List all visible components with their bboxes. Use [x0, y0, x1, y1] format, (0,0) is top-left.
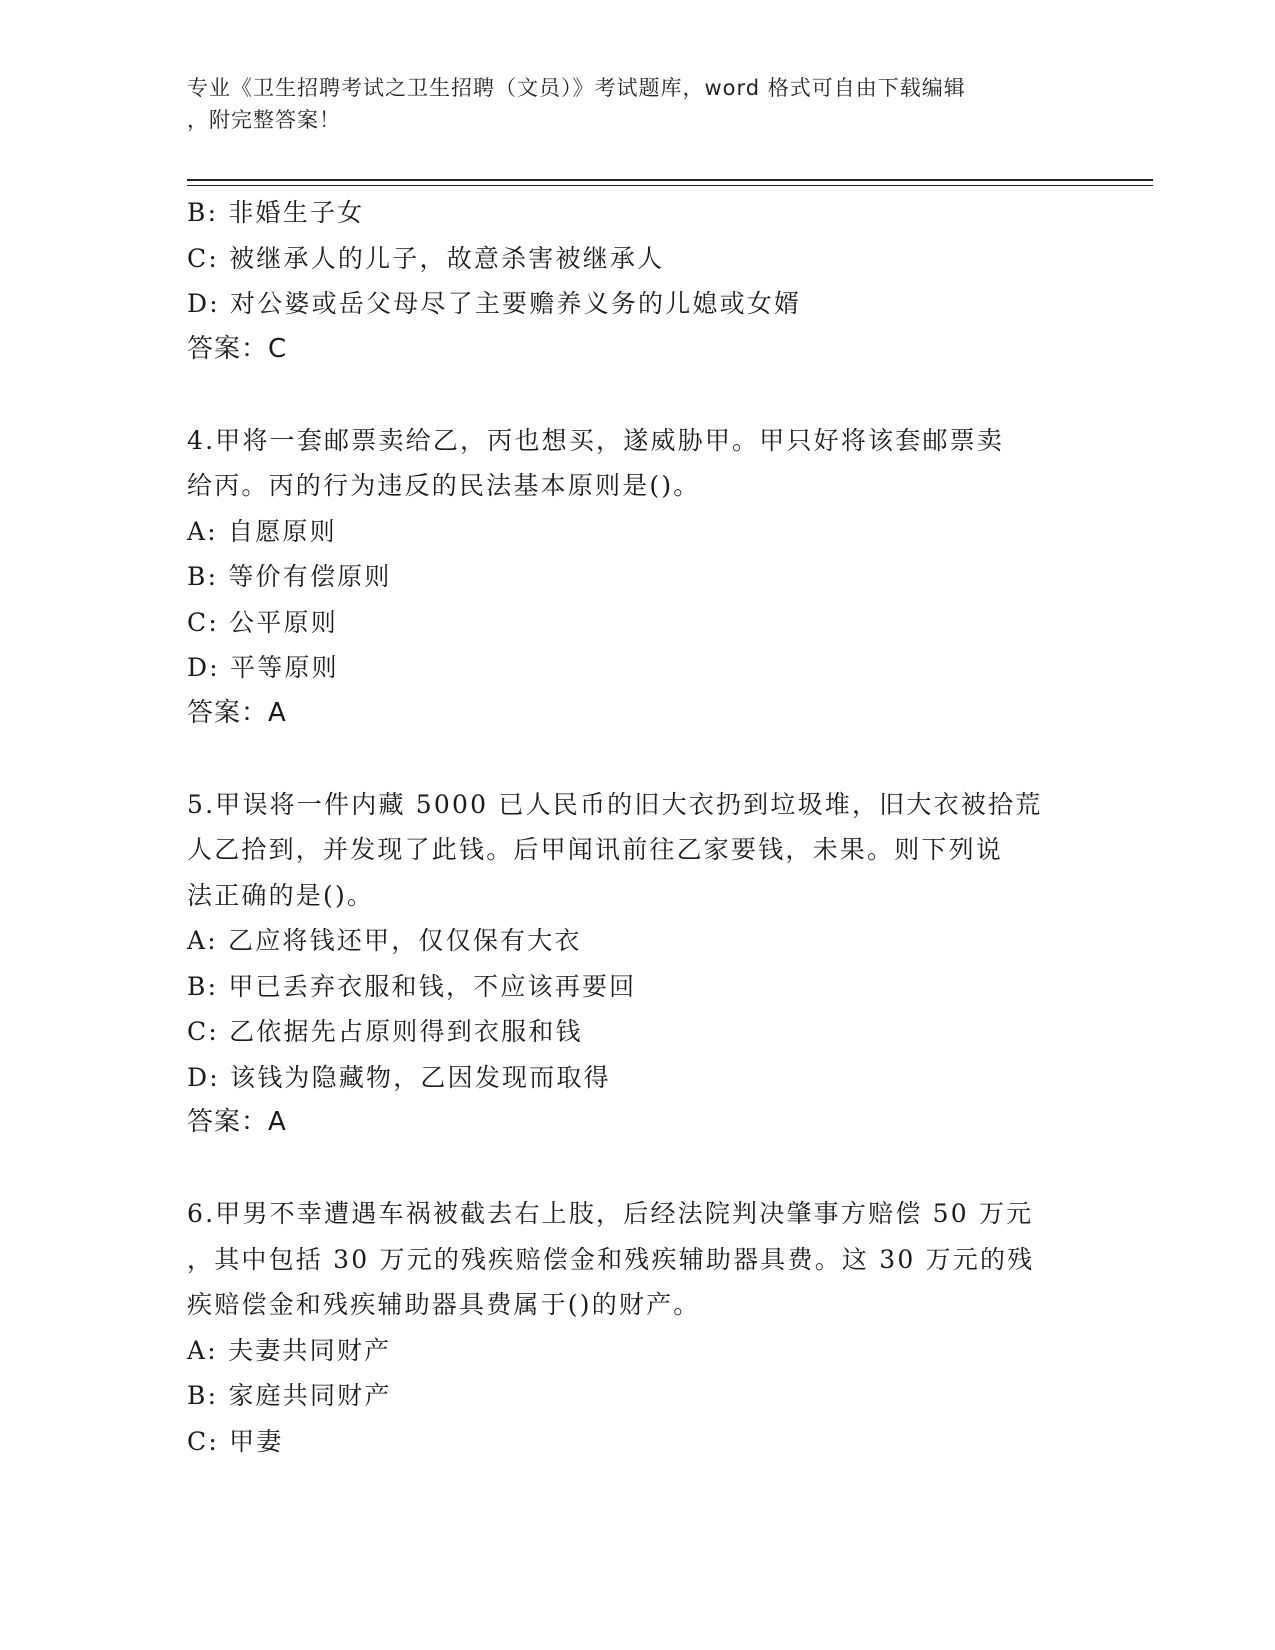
option-c: C: 被继承人的儿子，故意杀害被继承人	[187, 243, 665, 273]
question-6	[187, 1191, 1087, 1464]
option-a: A: 夫妻共同财产	[187, 1335, 392, 1365]
option-a: A: 乙应将钱还甲，仅仅保有大衣	[187, 926, 582, 955]
spacer	[187, 1146, 1087, 1192]
question-5	[187, 782, 1087, 1146]
option-a: A: 自愿原则	[187, 516, 337, 546]
question-text: 疾赔偿金和残疾辅助器具费属于()的财产。	[187, 1290, 701, 1319]
spacer	[187, 736, 1087, 782]
header-line-2: ，附完整答案！	[187, 108, 341, 132]
question-text: 给丙。丙的行为违反的民法基本原则是()。	[187, 471, 701, 500]
answer: 答案：A	[187, 1107, 287, 1137]
option-c: C: 甲妻	[187, 1426, 284, 1456]
spacer	[187, 372, 1087, 418]
question-text: 4.甲将一套邮票卖给乙，丙也想买，遂威胁甲。甲只好将该套邮票卖	[187, 425, 1005, 455]
document-body	[187, 190, 1087, 1464]
option-b: B: 非婚生子女	[187, 198, 365, 227]
header-rule-thin	[187, 185, 1153, 186]
option-d: D: 平等原则	[187, 653, 339, 682]
question-text: 6.甲男不幸遭遇车祸被截去右上肢，后经法院判决肇事方赔偿 50 万元	[187, 1199, 1034, 1228]
header-rule-thick	[187, 179, 1153, 181]
option-b: B: 甲已丢弃衣服和钱，不应该再要回	[187, 971, 637, 1001]
question-text: 人乙拾到，并发现了此钱。后甲闻讯前往乙家要钱，未果。则下列说	[187, 835, 1004, 864]
option-c: C: 公平原则	[187, 607, 338, 637]
answer: 答案：C	[187, 333, 288, 364]
answer: 答案：A	[187, 697, 287, 728]
option-b: B: 等价有偿原则	[187, 562, 392, 591]
question-text: 法正确的是()。	[187, 880, 375, 910]
header-line-1: 专业《卫生招聘考试之卫生招聘（文员）》考试题库，word 格式可自由下载编辑	[187, 76, 966, 100]
question-4	[187, 418, 1087, 737]
document-header	[187, 72, 1087, 136]
option-c: C: 乙依据先占原则得到衣服和钱	[187, 1017, 583, 1046]
option-d: D: 对公婆或岳父母尽了主要赡养义务的儿媳或女婿	[187, 289, 802, 318]
question-text: ，其中包括 30 万元的残疾赔偿金和残疾辅助器具费。这 30 万元的残	[187, 1244, 1035, 1274]
option-d: D: 该钱为隐藏物，乙因发现而取得	[187, 1062, 611, 1092]
option-b: B: 家庭共同财产	[187, 1381, 392, 1410]
question-text: 5.甲误将一件内藏 5000 已人民币的旧大衣扔到垃圾堆，旧大衣被拾荒	[187, 789, 1043, 819]
question-partial	[187, 190, 1087, 372]
